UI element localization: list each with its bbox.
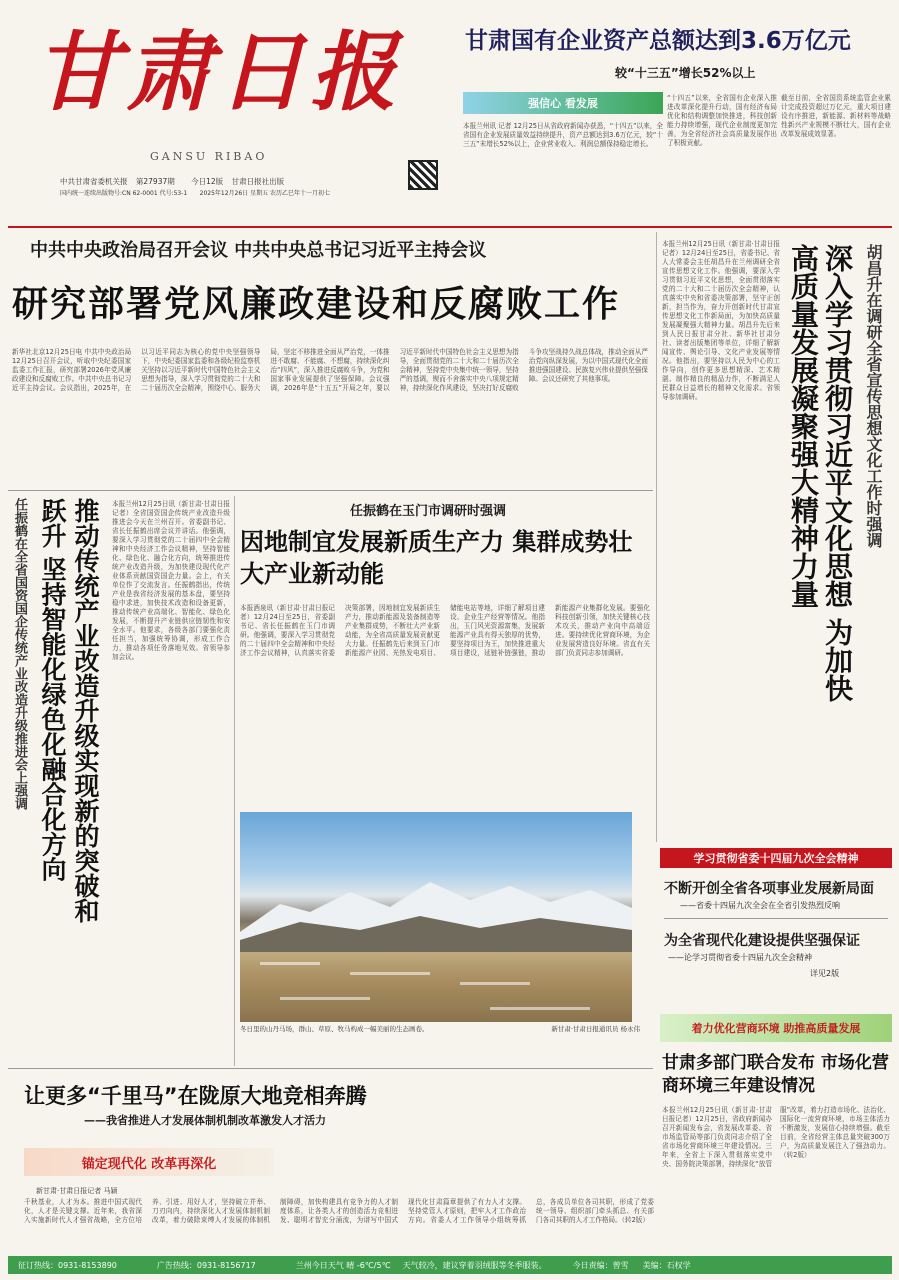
business-body: 本报兰州12月25日讯（新甘肃·甘肃日报记者）12月25日，省政府新闻办召开新闻发布会，省发展改革委、省市场监管局等部门负责同志介绍了全省市场化营商环境三年建设情况。三年来，全省上下深入贯彻落实党中央、国务院决策部署，持续深化“放管服”改革，着力打造市场化、法治化、国际化一流营商环境，市场主体活力不断激发，发展信心持续增强。截至目前，全省经营主体总量突破300万户，为高质量发展注入了强劲动力。（转2版） bbox=[662, 1106, 890, 1168]
masthead-pinyin: GANSU RIBAO bbox=[150, 150, 268, 163]
plenum-box bbox=[660, 848, 892, 1008]
footer-editor: 今日责编：曾雪 bbox=[572, 1260, 629, 1270]
registration: 国内统一连续出版物号:CN 62-0001 代号:53-1 bbox=[60, 190, 188, 197]
qr-code bbox=[408, 160, 438, 190]
right-column-rule bbox=[656, 232, 657, 842]
landscape-photo bbox=[240, 812, 632, 1022]
yumen-kicker: 任振鹤在玉门市调研时强调 bbox=[350, 504, 507, 519]
yumen-headline: 因地制宜发展新质生产力 集群成势壮大产业新动能 bbox=[240, 528, 633, 588]
plenum-item2-title: 为全省现代化建设提供坚强保证 bbox=[664, 933, 860, 949]
issue-number: 第27937期 bbox=[135, 177, 175, 186]
right-top-kicker: 胡昌升在调研全省宣传思想文化工作时强调 bbox=[864, 244, 883, 548]
publisher-2: 甘肃日报社出版 bbox=[231, 177, 285, 186]
qianlima-headline: 让更多“千里马”在陇原大地竞相奔腾 bbox=[24, 1084, 367, 1108]
top-story-col3: 截至目前，全省国资系统监管企业累计完成投资超过万亿元，重大项目建设有序推进，新能源、新材料等战略性新兴产业规模不断壮大，国有企业改革发展成效显著。 bbox=[781, 94, 891, 138]
qianlima-subhead: ——我省推进人才发展体制机制改革激发人才活力 bbox=[84, 1114, 326, 1127]
masthead-logo: 甘肃日报 bbox=[34, 22, 402, 123]
qianlima-byline: 新甘肃·甘肃日报记者 马颖 bbox=[36, 1187, 118, 1195]
plenum-item1-title: 不断开创全省各项事业发展新局面 bbox=[664, 881, 874, 897]
right-top-vertical-title bbox=[862, 244, 892, 664]
lower-rule bbox=[8, 1068, 653, 1069]
footer-designer: 美编：石权学 bbox=[642, 1260, 691, 1270]
right-top-main-title bbox=[786, 244, 856, 704]
right-top-body: 本报兰州12月25日讯（新甘肃·甘肃日报记者）12月24日至25日，省委书记、省人大常委会主任胡昌升在兰州调研全省宣传思想文化工作。他强调，要深入学习贯彻习近平文化思想，全面贯彻落实党的二十大和二十届历次全会精神，认真落实中央和省委决策部署，坚守正创新，担当作为，奋力开创新时代甘肃宣传思想文化工作新局面，为加快高质量发展凝聚强大精神力量。胡昌升先后来到人民日报甘肃分社、新华社甘肃分社、读者出版集团等单位，详细了解新闻宣传、舆论引导、文化产业发展等情况。他指出，要坚持以人民为中心的工作导向，创作更多思想精深、艺术精湛、制作精良的精品力作，不断满足人民群众日益增长的精神文化需求。省领导参加调研。 bbox=[662, 240, 780, 401]
qianlima-banner bbox=[24, 1148, 274, 1176]
renzhenhe-vertical-kicker bbox=[10, 498, 32, 888]
plenum-header bbox=[660, 848, 892, 868]
main-story-body: 新华社北京12月25日电 中共中央政治局12月25日召开会议，听取中央纪委国家监委工作汇报，研究部署2026年党风廉政建设和反腐败工作。中共中央总书记习近平主持会议。会议指出，2025年，在以习近平同志为核心的党中央坚强领导下，中央纪委国家监委和各级纪检监察机关坚持以习近平新时代中国特色社会主义思想为指导，深入学习贯彻党的二十大和二十届历次全会精神，围绕中心、服务大局，坚定不移推进全面从严治党，一体推进不敢腐、不能腐、不想腐，持续深化纠治“四风”，深入推进反腐败斗争，为党和国家事业发展提供了坚强保障。会议强调，2026年是“十五五”开局之年，要以习近平新时代中国特色社会主义思想为指导，全面贯彻党的二十大和二十届历次全会精神，坚持党中央集中统一领导，坚持严的基调，锲而不舍落实中央八项规定精神，持续深化作风建设，坚决打好反腐败斗争攻坚战持久战总体战，推动全面从严治党向纵深发展，为以中国式现代化全面推进强国建设、民族复兴伟业提供坚强保障。会议还研究了其他事项。 bbox=[12, 348, 648, 392]
qianlima-body: 千秋基业，人才为本。推进中国式现代化，人才是关键支撑。近年来，我省深入实施新时代人才强省战略，全方位培养、引进、用好人才，坚持破立并举、刀刃向内，持续深化人才发展体制机制改革，着力破除束缚人才发展的体制机制障碍，加快构建具有竞争力的人才制度体系，让各类人才的创造活力竞相迸发、聪明才智充分涌流，为谱写中国式现代化甘肃篇章提供了有力人才支撑。坚持党管人才原则，把牢人才工作政治方向。省委人才工作领导小组统筹抓总，各成员单位各司其职，形成了党委统一领导、组织部门牵头抓总、有关部门各司其职的人才工作格局。（转2版） bbox=[24, 1198, 654, 1224]
issue-date: 2025年12月26日 星期五 农历乙巳年十一月初七 bbox=[199, 190, 330, 197]
top-story-lead: 本报兰州讯 记者 12月25日从省政府新闻办获悉，“十四五”以来，全省国有企业发展质量效益持续提升，资产总额达到3.6万亿元，较“十三五”末增长52%以上，企业营业收入、利润总额保持稳定增长。 bbox=[463, 122, 663, 148]
masthead-info bbox=[60, 176, 450, 199]
business-banner bbox=[660, 1014, 892, 1042]
plenum-divider bbox=[664, 918, 888, 919]
main-story-headline: 研究部署党风廉政建设和反腐败工作 bbox=[12, 284, 621, 325]
plenum-item1-sub: ——省委十四届九次全会在全省引发热烈反响 bbox=[680, 901, 840, 910]
footer-bar bbox=[8, 1256, 892, 1274]
top-story-subhead: 较“十三五”增长52%以上 bbox=[615, 66, 756, 80]
main-story-kicker: 中共中央政治局召开会议 中共中央总书记习近平主持会议 bbox=[30, 240, 487, 261]
footer-weather: 兰州今日天气 晴 -6℃/5℃ bbox=[295, 1260, 391, 1270]
masthead-rule bbox=[8, 226, 892, 228]
top-story-banner bbox=[463, 92, 663, 114]
qianlima-banner-label: 锚定现代化 改革再深化 bbox=[81, 1156, 217, 1172]
pages-count: 今日12版 bbox=[191, 177, 224, 186]
footer-tip: 天气较冷，建议穿着羽绒服等冬季服装。 bbox=[402, 1260, 547, 1270]
photo-caption: 冬日里的山丹马场，群山、草原、牧马构成一幅美丽的生态画卷。 bbox=[240, 1025, 429, 1033]
top-story-headline: 甘肃国有企业资产总额达到3.6万亿元 bbox=[465, 28, 851, 54]
plenum-item2-sub: ——论学习贯彻省委十四届九次全会精神 bbox=[668, 953, 812, 962]
footer-ad-hotline: 广告热线：0931-8156717 bbox=[156, 1260, 256, 1270]
right-top-title-text: 深入学习贯彻习近平文化思想 为加快高质量发展凝聚强大精神力量 bbox=[787, 244, 854, 702]
top-story bbox=[455, 22, 895, 222]
top-story-col2: “十四五”以来，全省国有企业深入推进改革深化提升行动，国有经济布局优化和结构调整加快推进，科技创新能力持续增强，现代企业制度更加完善，为全省经济社会高质量发展作出了积极贡献。 bbox=[667, 94, 777, 147]
renzhenhe-body-continued bbox=[12, 944, 230, 1064]
photo-credit: 新甘肃·甘肃日报通讯员 杨永伟 bbox=[551, 1025, 640, 1033]
renzhenhe-title-text: 推动传统产业改造升级实现新的突破和跃升 坚持智能化绿色化融合化方向 bbox=[38, 498, 100, 923]
business-headline: 甘肃多部门联合发布 市场化营商环境三年建设情况 bbox=[662, 1053, 889, 1096]
renzhenhe-body: 本报兰州12月25日讯（新甘肃·甘肃日报记者）全省国资国企传统产业改造升级推进会今天在兰州召开。省委副书记、省长任振鹤出席会议并讲话。他强调，要深入学习贯彻党的二十届四中全会精神和中央经济工作会议精神，坚持智能化、绿色化、融合化方向，统筹推进传统产业改造升级，为加快建设现代化产业体系贡献国资国企力量。会上，有关单位作了交流发言。任振鹤指出，传统产业是我省经济发展的基本盘，要坚持稳中求进，加快技术改造和设备更新，推动传统产业高端化、智能化、绿色化发展，不断提升产业链供应链韧性和安全水平。他要求，各级各部门要强化责任担当，加强统筹协调，形成工作合力，推动各项任务落地见效。省领导参加会议。 bbox=[112, 500, 230, 661]
yumen-left-rule bbox=[234, 496, 235, 1066]
publisher: 中共甘肃省委机关报 bbox=[60, 177, 128, 186]
business-banner-label: 着力优化营商环境 助推高质量发展 bbox=[691, 1022, 861, 1035]
banner-label: 强信心 看发展 bbox=[528, 97, 598, 110]
main-story-rule bbox=[8, 490, 653, 491]
footer-hotline: 征订热线：0931-8153890 bbox=[18, 1260, 117, 1270]
yumen-body: 本报酒泉讯（新甘肃·甘肃日报记者）12月24日至25日，省委副书记、省长任振鹤在玉门市调研。他强调，要深入学习贯彻党的二十届四中全会精神和中央经济工作会议精神，认真落实省委决策部署，因地制宜发展新质生产力，推动新能源及装备制造等产业集群成势，不断壮大产业新动能，为全省高质量发展贡献更大力量。任振鹤先后来到玉门市新能源产业园、光热发电项目、储能电站等地，详细了解项目建设、企业生产经营等情况。他指出，玉门风光资源富集，发展新能源产业具有得天独厚的优势，要坚持项目为王，加快推进重大项目建设，延链补链强链，推动新能源产业集群化发展。要强化科技创新引领，加快关键核心技术攻关，推动产业向中高端迈进。要持续优化营商环境，为企业发展营造良好环境。省直有关部门负责同志参加调研。 bbox=[240, 604, 650, 657]
renzhenhe-kicker-text: 任振鹤在全省国资国企传统产业改造升级推进会上强调 bbox=[12, 498, 27, 810]
mountain-graphic bbox=[240, 812, 632, 1022]
plenum-item2-note: 详见2版 bbox=[810, 969, 840, 978]
plenum-header-text: 学习贯彻省委十四届九次全会精神 bbox=[693, 852, 859, 865]
renzhenhe-vertical-title bbox=[36, 498, 106, 938]
